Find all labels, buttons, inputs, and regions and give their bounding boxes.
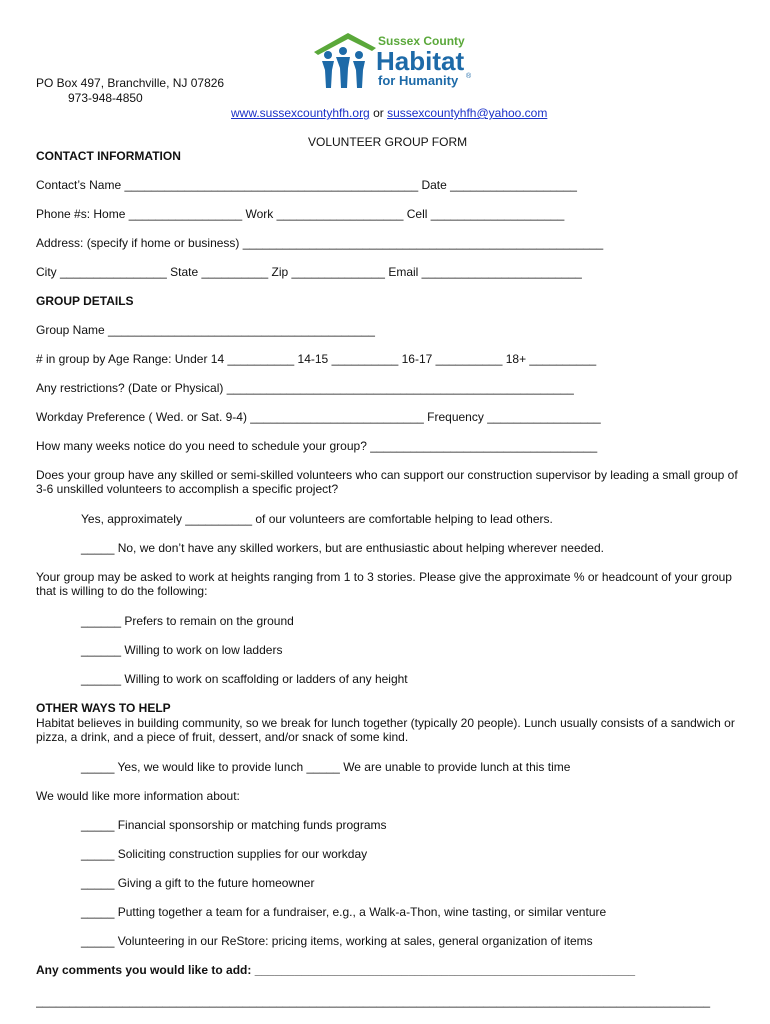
group-heading: GROUP DETAILS xyxy=(36,294,134,308)
restrictions-field[interactable]: Any restrictions? (Date or Physical) ____________________________________________________ xyxy=(36,381,574,395)
comments-continuation-line[interactable]: _____________________________________________________________________________________________________ xyxy=(36,994,711,1008)
email-link[interactable]: sussexcountyhfh@yahoo.com xyxy=(387,106,548,120)
workday-preference-field[interactable]: Workday Preference ( Wed. or Sat. 9-4) __________________________ Frequency _________________ xyxy=(36,410,601,424)
logo-main-text: Habitat xyxy=(376,46,465,76)
contact-name-field[interactable]: Contact’s Name ____________________________________________ Date ___________________ xyxy=(36,178,577,192)
comments-field[interactable]: Any comments you would like to add: _________________________________________________________ xyxy=(36,963,636,977)
info-option-sponsorship[interactable]: _____ Financial sponsorship or matching funds programs xyxy=(81,818,387,832)
website-link[interactable]: www.sussexcountyhfh.org xyxy=(231,106,370,120)
age-range-fields[interactable]: # in group by Age Range: Under 14 __________ 14-15 __________ 16-17 __________ 18+ __________ xyxy=(36,352,597,366)
habitat-logo xyxy=(312,30,472,92)
skilled-yes-option[interactable]: Yes, approximately __________ of our volunteers are comfortable helping to lead others. xyxy=(81,512,553,526)
lunch-description: Habitat believes in building community, so we break for lunch together (typically 20 people). Lunch usually consists of a sandwich or pizza, a drink, and a piece of fruit, dessert, and/or snack of some kind. xyxy=(36,716,735,744)
city-state-zip-email-fields[interactable]: City ________________ State __________ Zip ______________ Email ________________________ xyxy=(36,265,582,279)
other-ways-heading: OTHER WAYS TO HELP xyxy=(36,701,171,715)
notice-weeks-field[interactable]: How many weeks notice do you need to schedule your group? __________________________________ xyxy=(36,439,598,453)
address-field[interactable]: Address: (specify if home or business) ______________________________________________________ xyxy=(36,236,604,250)
or-text: or xyxy=(369,106,388,120)
heights-question: Your group may be asked to work at heights ranging from 1 to 3 stories. Please give the approximate % or headcount of your group that is willing to do the following: xyxy=(36,570,732,598)
phone-number: 973-948-4850 xyxy=(68,91,143,105)
contact-links xyxy=(231,106,547,120)
logo-sub-text: for Humanity xyxy=(378,73,459,88)
form-title: VOLUNTEER GROUP FORM xyxy=(308,135,468,149)
logo-top-text: Sussex County xyxy=(378,34,465,48)
contact-heading: CONTACT INFORMATION xyxy=(36,149,181,163)
address-line: PO Box 497, Branchville, NJ 07826 xyxy=(36,76,225,90)
info-option-supplies[interactable]: _____ Soliciting construction supplies for our workday xyxy=(81,847,368,861)
heights-scaffolding-option[interactable]: ______ Willing to work on scaffolding or ladders of any height xyxy=(81,672,408,686)
info-option-gift[interactable]: _____ Giving a gift to the future homeowner xyxy=(81,876,315,890)
heights-ladders-option[interactable]: ______ Willing to work on low ladders xyxy=(81,643,283,657)
logo-reg-mark: ® xyxy=(466,73,472,80)
skilled-no-option[interactable]: _____ No, we don’t have any skilled workers, but are enthusiastic about helping wherever needed. xyxy=(81,541,604,555)
more-info-intro: We would like more information about: xyxy=(36,789,240,803)
skilled-volunteers-question: Does your group have any skilled or semi-skilled volunteers who can support our construction supervisor by leading a small group of 3-6 unskilled volunteers to accomplish a specific project? xyxy=(36,468,738,496)
phone-fields[interactable]: Phone #s: Home _________________ Work ___________________ Cell ____________________ xyxy=(36,207,565,221)
heights-ground-option[interactable]: ______ Prefers to remain on the ground xyxy=(81,614,294,628)
lunch-options[interactable]: _____ Yes, we would like to provide lunch _____ We are unable to provide lunch at this time xyxy=(81,760,571,774)
info-option-restore[interactable]: _____ Volunteering in our ReStore: pricing items, working at sales, general organization of items xyxy=(81,934,593,948)
info-option-fundraiser[interactable]: _____ Putting together a team for a fundraiser, e.g., a Walk-a-Thon, wine tasting, or similar venture xyxy=(81,905,607,919)
group-name-field[interactable]: Group Name ________________________________________ xyxy=(36,323,375,337)
